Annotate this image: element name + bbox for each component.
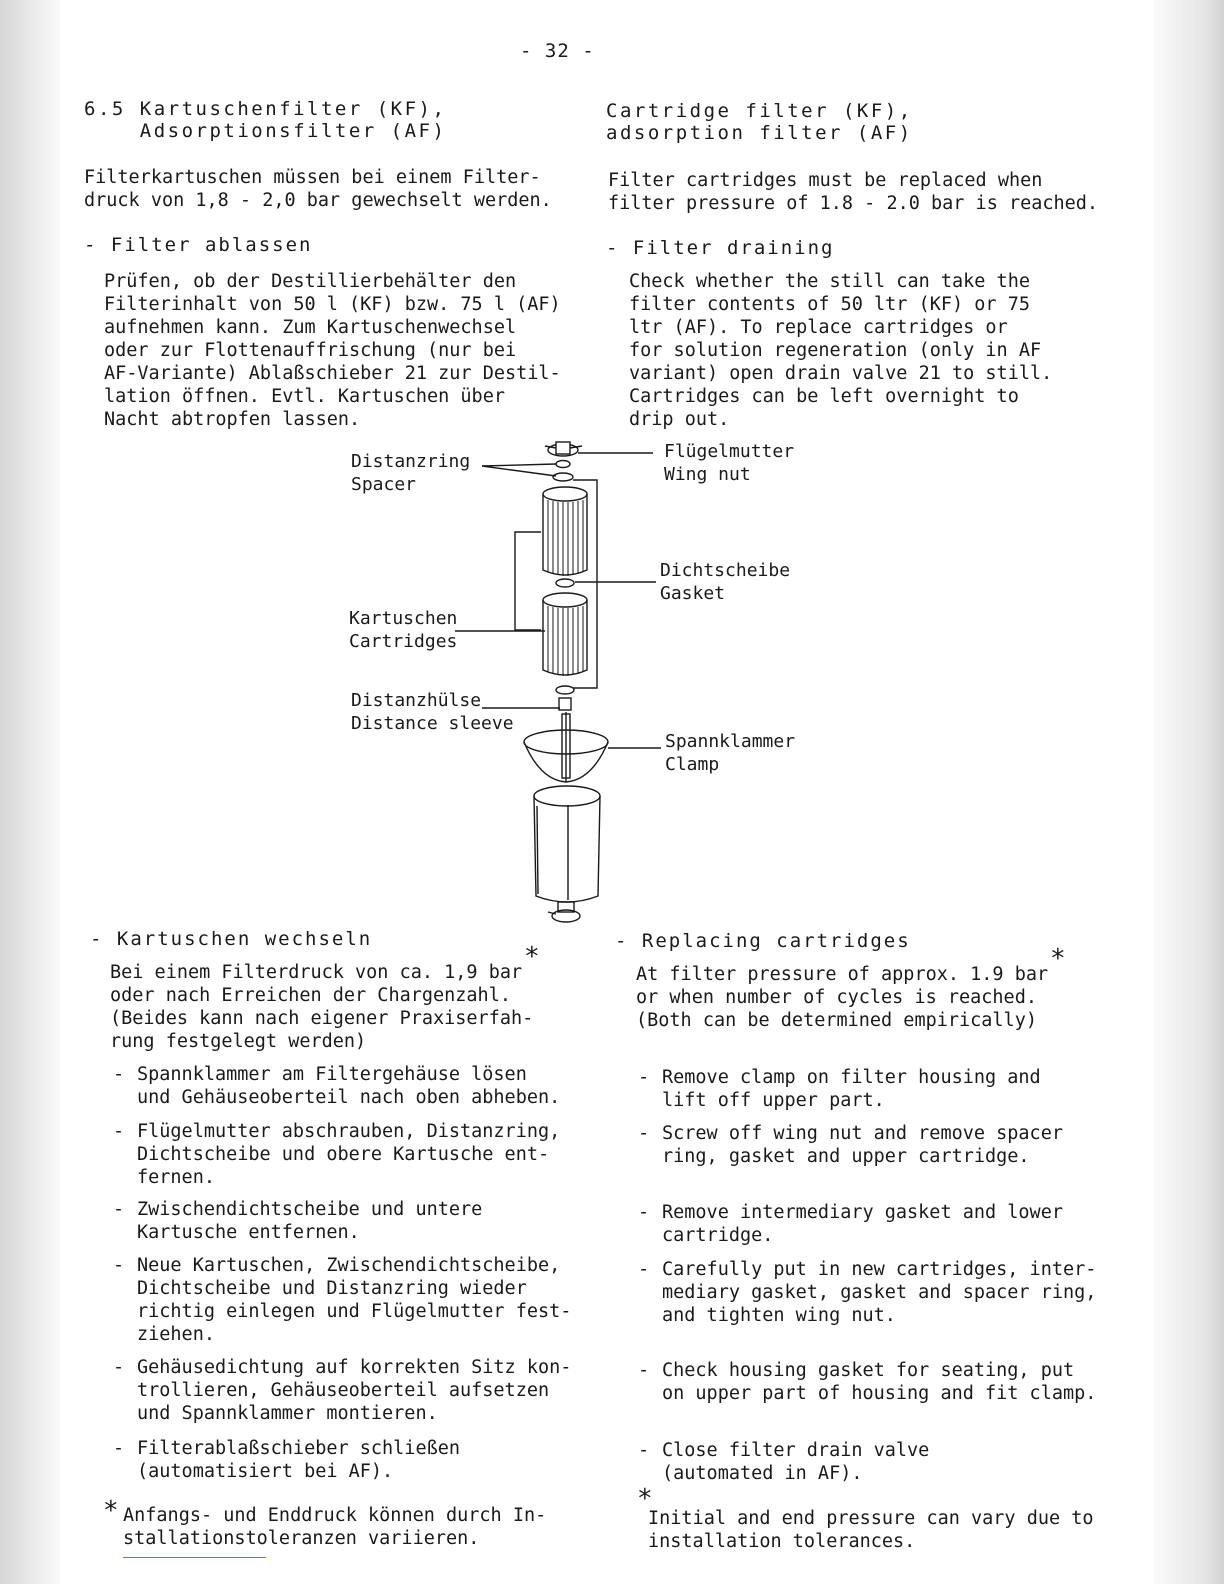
lower-cartridge-shape <box>543 593 587 676</box>
label-gasket-de: Dichtscheibe <box>660 560 791 581</box>
en-step-1-text: Remove clamp on filter housing and lift off upper part. <box>662 1067 1041 1111</box>
de-step-4-dash: - <box>113 1255 125 1276</box>
label-sleeve-de: Distanzhülse <box>351 690 482 711</box>
en-step-6 <box>638 1439 929 1485</box>
label-clamp-en: Clamp <box>665 754 720 775</box>
en-step-1-dash: - <box>638 1067 650 1088</box>
en-step-5-dash: - <box>638 1360 650 1381</box>
upper-cartridge-shape <box>543 487 587 576</box>
de-step-4 <box>113 1254 571 1346</box>
en-replace-title: - Replacing cartridges <box>615 930 911 952</box>
de-step-5 <box>113 1356 571 1425</box>
de-step-3-dash: - <box>113 1199 125 1220</box>
label-wingnut-en: Wing nut <box>664 464 751 485</box>
en-asterisk-mark: * <box>1050 944 1066 974</box>
de-step-5-text: Gehäusedichtung auf korrekten Sitz kon- trollieren, Gehäuseoberteil aufsetzen und Spannklammer montieren. <box>137 1357 572 1424</box>
en-step-6-text: Close filter drain valve (automated in AF). <box>662 1440 930 1484</box>
de-step-6 <box>113 1437 460 1483</box>
en-footnote: Initial and end pressure can vary due to installation tolerances. <box>648 1508 1094 1552</box>
en-step-4-text: Carefully put in new cartridges, inter- mediary gasket, gasket and spacer ring, and tighten wing nut. <box>662 1259 1097 1326</box>
label-spacer-de: Distanzring <box>351 451 471 472</box>
de-step-4-text: Neue Kartuschen, Zwischendichtscheibe, Dichtscheibe und Distanzring wieder richtig einlegen und Flügelmutter fest- ziehen. <box>137 1255 572 1345</box>
de-replace-text: Bei einem Filterdruck von ca. 1,9 bar oder nach Erreichen der Chargenzahl. (Beides kann nach eigener Praxiserfah- rung festgelegt werden) <box>110 962 534 1052</box>
en-step-1 <box>638 1066 1041 1112</box>
de-step-2-text: Flügelmutter abschrauben, Distanzring, Dichtscheibe und obere Kartusche ent- fernen. <box>137 1121 561 1188</box>
en-intro: Filter cartridges must be replaced when filter pressure of 1.8 - 2.0 bar is reached. <box>608 170 1099 214</box>
de-heading-line2: Adsorptionsfilter (AF) <box>84 120 447 142</box>
spacer-shape <box>553 473 573 481</box>
de-step-1 <box>113 1063 560 1109</box>
footnote-rule <box>123 1557 266 1558</box>
de-footnote: Anfangs- und Enddruck können durch In- stallationstoleranzen variieren. <box>123 1505 547 1549</box>
en-step-3-dash: - <box>638 1202 650 1223</box>
de-step-3 <box>113 1198 482 1244</box>
de-step-2-dash: - <box>113 1121 125 1142</box>
page-number: - 32 - <box>520 40 595 62</box>
de-footnote-asterisk: * <box>103 1496 119 1526</box>
en-step-4-dash: - <box>638 1259 650 1280</box>
label-wingnut-de: Flügelmutter <box>664 441 795 462</box>
sleeve-ring-shape <box>556 686 574 694</box>
de-drain-title: - Filter ablassen <box>84 234 313 256</box>
label-gasket-en: Gasket <box>660 583 726 604</box>
en-step-5-text: Check housing gasket for seating, put on upper part of housing and fit clamp. <box>662 1360 1097 1404</box>
en-heading-line1: Cartridge filter (KF), <box>606 100 913 122</box>
gasket-shape <box>556 579 574 587</box>
en-drain-text: Check whether the still can take the filter contents of 50 ltr (KF) or 75 ltr (AF). To replace cartridges or for solution regeneration (only in AF variant) open drain valve 21 to still. Cartridges can be left overnight to drip out. <box>629 271 1053 430</box>
de-step-1-dash: - <box>113 1064 125 1085</box>
en-heading-line2: adsorption filter (AF) <box>606 122 913 144</box>
de-step-3-text: Zwischendichtscheibe und untere Kartusche entfernen. <box>137 1199 483 1243</box>
de-drain-text: Prüfen, ob der Destillierbehälter den Filterinhalt von 50 l (KF) bzw. 75 l (AF) aufnehmen kann. Zum Kartuschenwechsel oder zur Flottenauffrischung (nur bei AF-Variante) Ablaßschieber 21 zur Destil- lation öffnen. Evtl. Kartuschen über Nacht abtropfen lassen. <box>104 271 561 430</box>
en-step-3 <box>638 1201 1063 1247</box>
spacer-ring-shape <box>556 461 570 468</box>
de-step-2 <box>113 1120 560 1189</box>
de-step-6-dash: - <box>113 1438 125 1459</box>
en-step-5 <box>638 1359 1096 1405</box>
en-step-2-text: Screw off wing nut and remove spacer ring, gasket and upper cartridge. <box>662 1123 1063 1167</box>
label-cartridges-en: Cartridges <box>349 631 458 652</box>
de-intro: Filterkartuschen müssen bei einem Filter- druck von 1,8 - 2,0 bar gewechselt werden. <box>84 167 552 211</box>
de-step-6-text: Filterablaßschieber schließen (automatisiert bei AF). <box>137 1438 461 1482</box>
en-step-6-dash: - <box>638 1440 650 1461</box>
de-step-5-dash: - <box>113 1357 125 1378</box>
en-step-3-text: Remove intermediary gasket and lower cartridge. <box>662 1202 1063 1246</box>
en-drain-title: - Filter draining <box>606 237 835 259</box>
wing-nut-shape <box>545 442 582 456</box>
label-spacer-en: Spacer <box>351 474 417 495</box>
de-asterisk-mark: * <box>524 942 540 972</box>
label-clamp-de: Spannklammer <box>665 731 796 752</box>
distance-sleeve-shape <box>559 698 571 710</box>
en-step-2-dash: - <box>638 1123 650 1144</box>
en-step-2 <box>638 1122 1063 1168</box>
filter-housing-shape <box>534 786 600 922</box>
en-footnote-asterisk: * <box>637 1484 653 1514</box>
en-replace-text: At filter pressure of approx. 1.9 bar or when number of cycles is reached. (Both can be determined empirically) <box>636 964 1049 1031</box>
label-cartridges-de: Kartuschen <box>349 608 458 629</box>
de-step-1-text: Spannklammer am Filtergehäuse lösen und Gehäuseoberteil nach oben abheben. <box>137 1064 561 1108</box>
de-heading-line1: 6.5 Kartuschenfilter (KF), <box>84 98 447 120</box>
de-replace-title: - Kartuschen wechseln <box>90 928 373 950</box>
clamp-shape <box>524 712 608 782</box>
en-step-4 <box>638 1258 1096 1327</box>
label-sleeve-en: Distance sleeve <box>351 713 514 734</box>
